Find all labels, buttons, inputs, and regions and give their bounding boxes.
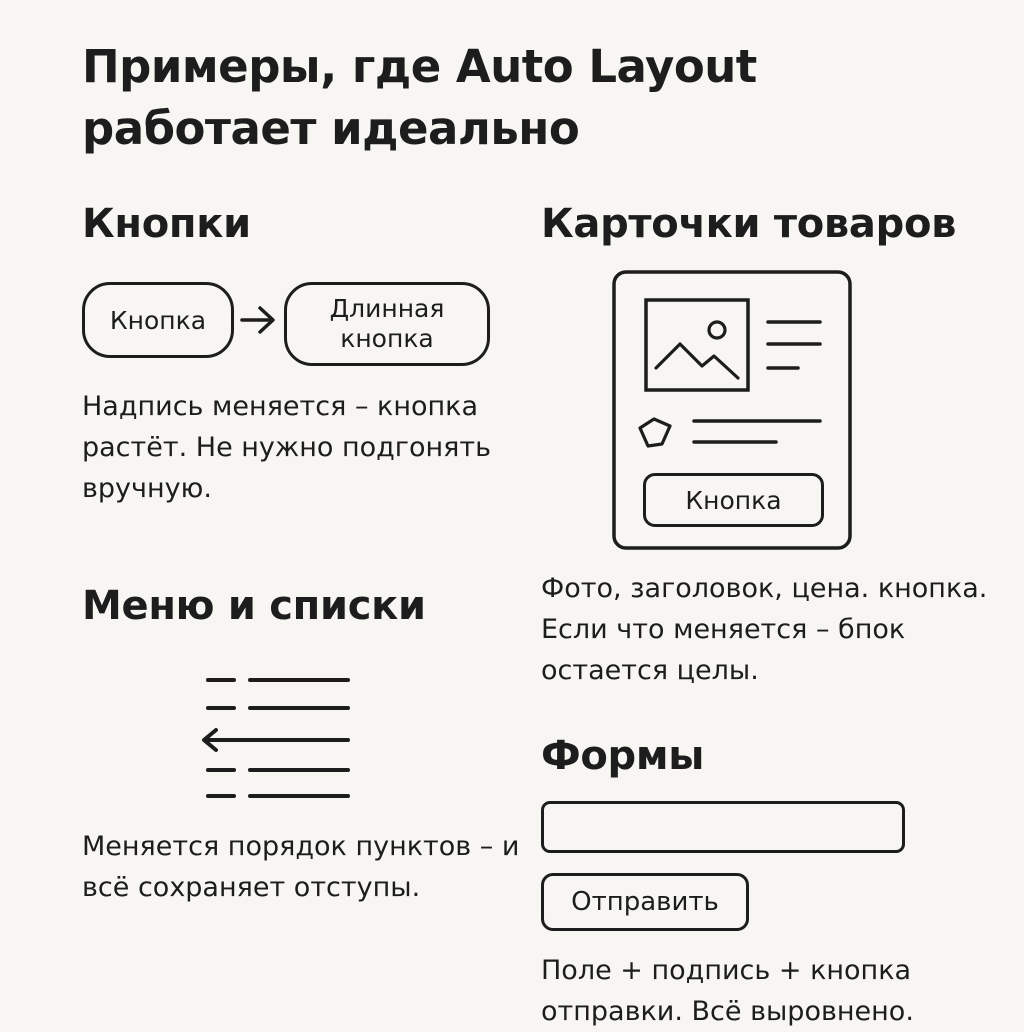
reorder-list-icon	[198, 670, 358, 805]
form-input-example	[541, 801, 905, 853]
forms-description: Поле + подпись + кнопка отправки. Всё выровнено.	[541, 955, 914, 1027]
long-button-example: Длинная кнопка	[284, 282, 490, 366]
cards-description: Фото, заголовок, цена. кнопка. Если что меняется – бпок остается целы.	[541, 573, 988, 686]
card-button-example: Кнопка	[643, 473, 824, 527]
menus-description: Меняется порядок пунктов – и всё сохраняет отступы.	[82, 831, 520, 903]
price-tag-icon	[640, 419, 670, 446]
image-placeholder-icon	[646, 300, 748, 390]
menus-section-title: Меню и списки	[82, 583, 426, 629]
arrow-right-icon	[238, 300, 280, 340]
page-title: Примеры, где Auto Layout работает идеально	[82, 40, 757, 155]
buttons-section-title: Кнопки	[82, 201, 251, 247]
forms-section-title: Формы	[541, 733, 705, 779]
buttons-description: Надпись меняется – кнопка растёт. Не нужно подгонять вручную.	[82, 391, 492, 504]
submit-button-example: Отправить	[541, 873, 749, 931]
cards-section-title: Карточки товаров	[541, 201, 957, 247]
short-button-example: Кнопка	[82, 282, 234, 358]
